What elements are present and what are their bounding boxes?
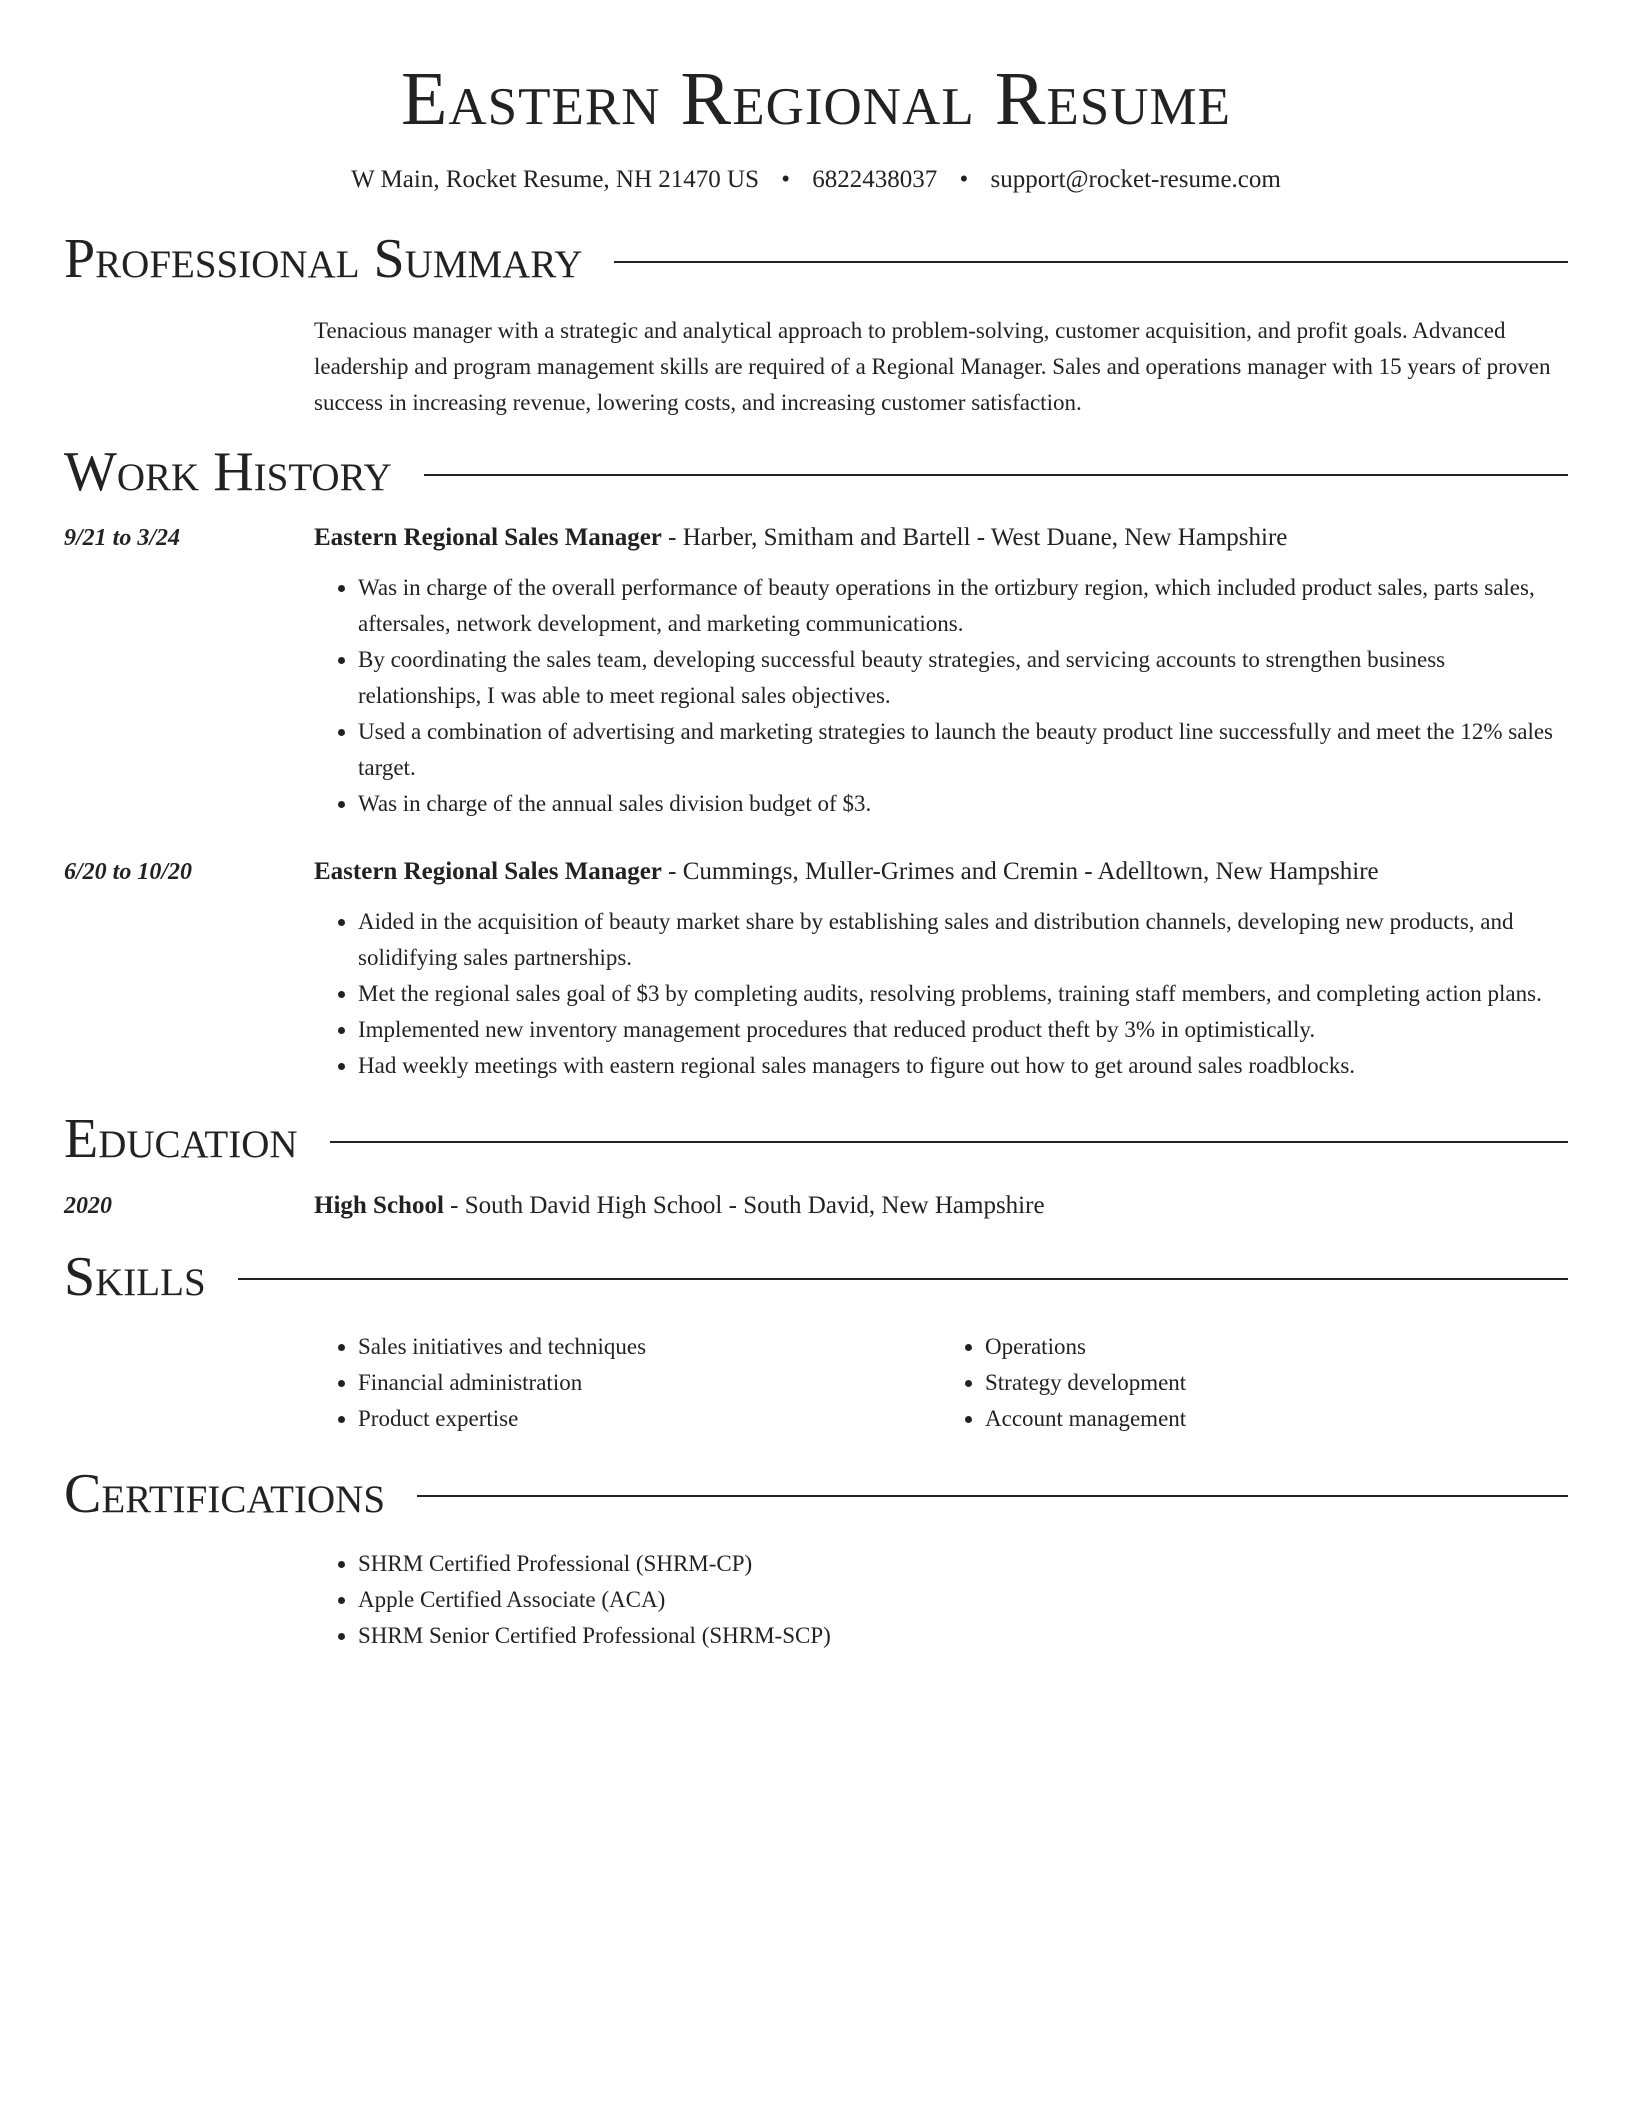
education-title-line bbox=[314, 1188, 1568, 1224]
job-entry bbox=[64, 520, 1568, 822]
skills-section-header bbox=[64, 1244, 1568, 1311]
section-divider bbox=[417, 1495, 1568, 1497]
section-divider bbox=[330, 1141, 1568, 1143]
education-details: - South David High School - South David, New Hampshire bbox=[443, 1191, 1045, 1219]
job-bullet: • Used a combination of advertising and marketing strategies to launch the beauty product line successfully and meet the 12% sales target. bbox=[358, 714, 1568, 786]
skills-grid bbox=[314, 1329, 1568, 1437]
summary-section-title: Professional Summary bbox=[64, 228, 583, 291]
skill-item: • Financial administration bbox=[358, 1365, 941, 1401]
contact-separator: • bbox=[959, 165, 969, 193]
section-divider bbox=[614, 261, 1568, 263]
summary-text: Tenacious manager with a strategic and analytical approach to problem-solving, customer acquisition, and profit goals. Advanced leadership and program management skills are required of a Regional Manager. Sales and operations manager with 15 years of proven success in increasing revenue, lowering costs, and increasing customer satisfaction. bbox=[314, 318, 1551, 416]
section-divider bbox=[238, 1278, 1568, 1280]
work-section-title: Work History bbox=[64, 441, 392, 504]
summary-section-header bbox=[64, 226, 1568, 293]
job-body bbox=[314, 520, 1568, 822]
job-dates: 9/21 to 3/24 bbox=[64, 525, 181, 552]
job-details: - Harber, Smitham and Bartell - West Duane, New Hampshire bbox=[661, 524, 1288, 552]
skill-item: • Product expertise bbox=[358, 1401, 941, 1437]
job-dates: 6/20 to 10/20 bbox=[64, 859, 193, 886]
certifications-section-header bbox=[64, 1461, 1568, 1528]
education-year: 2020 bbox=[64, 1192, 112, 1219]
education-body bbox=[314, 1188, 1568, 1224]
contact-email: support@rocket-resume.com bbox=[990, 165, 1281, 193]
skill-item: • Operations bbox=[985, 1329, 1568, 1365]
certifications-list bbox=[314, 1546, 1568, 1654]
education-entry bbox=[64, 1188, 1568, 1224]
skills-column-right bbox=[941, 1329, 1568, 1437]
job-bullet: • Was in charge of the overall performance of beauty operations in the ortizbury region, which included product sales, parts sales, aftersales, network development, and marketing communications. bbox=[358, 570, 1568, 642]
skill-item: • Strategy development bbox=[985, 1365, 1568, 1401]
work-section-header bbox=[64, 439, 1568, 506]
certification-item: • SHRM Senior Certified Professional (SHRM-SCP) bbox=[358, 1618, 1568, 1654]
job-title-line bbox=[314, 854, 1568, 890]
job-bullet: • Met the regional sales goal of $3 by completing audits, resolving problems, training staff members, and completing action plans. bbox=[358, 976, 1568, 1012]
contact-phone: 6822438037 bbox=[812, 165, 938, 193]
certification-item: • SHRM Certified Professional (SHRM-CP) bbox=[358, 1546, 1568, 1582]
resume-name: Eastern Regional Resume bbox=[400, 57, 1232, 141]
job-position: Eastern Regional Sales Manager bbox=[314, 524, 662, 552]
section-divider bbox=[424, 474, 1568, 476]
education-degree: High School bbox=[314, 1191, 444, 1219]
skills-section-title: Skills bbox=[64, 1245, 206, 1308]
contact-separator: • bbox=[781, 165, 791, 193]
job-bullet: • Aided in the acquisition of beauty market share by establishing sales and distribution channels, developing new products, and solidifying sales partnerships. bbox=[358, 904, 1568, 976]
contact-line bbox=[64, 164, 1568, 197]
job-entry bbox=[64, 854, 1568, 1084]
skills-column-left bbox=[314, 1329, 941, 1437]
job-bullet: • Implemented new inventory management procedures that reduced product theft by 3% in optimistically. bbox=[358, 1012, 1568, 1048]
skill-item: • Sales initiatives and techniques bbox=[358, 1329, 941, 1365]
skill-item: • Account management bbox=[985, 1401, 1568, 1437]
job-position: Eastern Regional Sales Manager bbox=[314, 858, 662, 886]
job-body bbox=[314, 854, 1568, 1084]
certification-item: • Apple Certified Associate (ACA) bbox=[358, 1582, 1568, 1618]
certifications-list-wrap bbox=[314, 1546, 1568, 1654]
job-bullet: • Had weekly meetings with eastern regional sales managers to figure out how to get around sales roadblocks. bbox=[358, 1048, 1568, 1084]
job-details: - Cummings, Muller-Grimes and Cremin - Adelltown, New Hampshire bbox=[661, 858, 1379, 886]
certifications-section-title: Certifications bbox=[64, 1462, 386, 1525]
job-bullet: • By coordinating the sales team, developing successful beauty strategies, and servicing accounts to strengthen business relationships, I was able to meet regional sales objectives. bbox=[358, 642, 1568, 714]
job-bullets bbox=[314, 904, 1568, 1084]
job-bullet: • Was in charge of the annual sales division budget of $3. bbox=[358, 786, 1568, 822]
education-section-title: Education bbox=[64, 1108, 298, 1171]
job-bullets bbox=[314, 570, 1568, 822]
job-title-line bbox=[314, 520, 1568, 556]
contact-address: W Main, Rocket Resume, NH 21470 US bbox=[351, 165, 759, 193]
education-section-header bbox=[64, 1106, 1568, 1173]
